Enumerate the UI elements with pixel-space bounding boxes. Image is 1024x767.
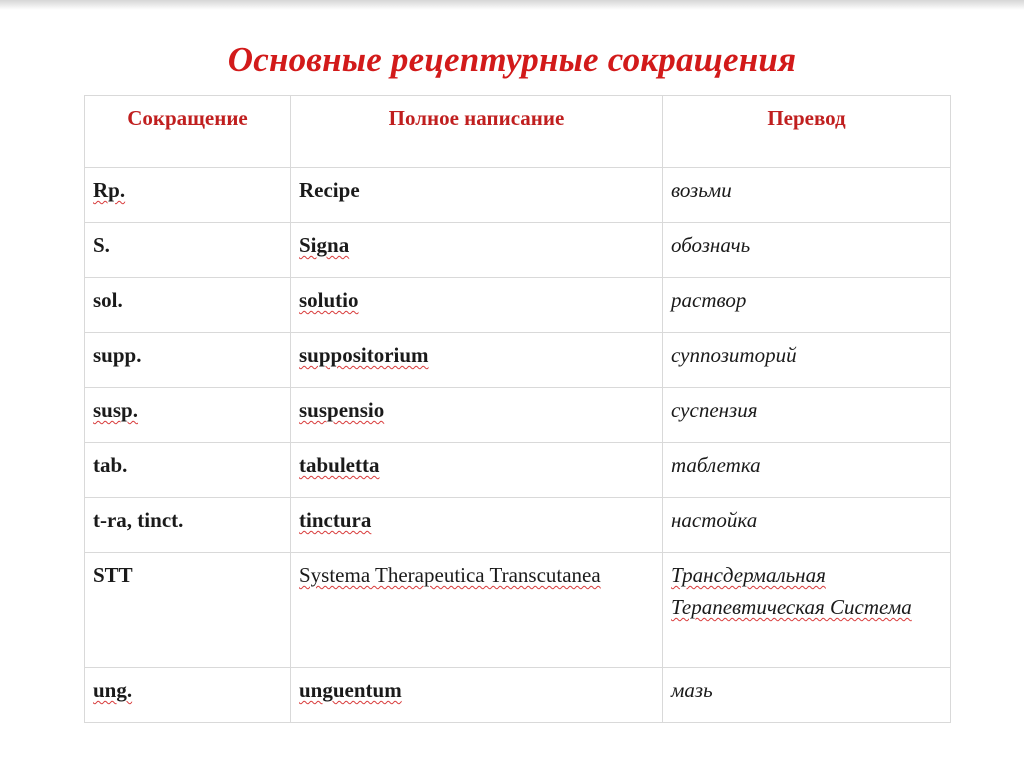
abbreviation-cell: supp. [85, 333, 291, 388]
translation-cell: настойка [663, 498, 951, 553]
table-header-row [85, 96, 951, 168]
abbreviation-cell: sol. [85, 278, 291, 333]
table-row [85, 278, 951, 333]
full-form-cell: suspensio [291, 388, 663, 443]
translation-cell: суспензия [663, 388, 951, 443]
abbreviation-cell: ung. [85, 668, 291, 723]
slide-title: Основные рецептурные сокращения [227, 40, 797, 79]
translation-cell: мазь [663, 668, 951, 723]
translation-cell: Трансдермальная Терапевтическая Система [663, 553, 951, 668]
table-row [85, 668, 951, 723]
abbreviation-cell: susp. [85, 388, 291, 443]
table-row [85, 388, 951, 443]
full-form-cell: tabuletta [291, 443, 663, 498]
translation-cell: возьми [663, 168, 951, 223]
full-form-cell: Recipe [291, 168, 663, 223]
full-form-cell: suppositorium [291, 333, 663, 388]
header-translation: Перевод [663, 96, 951, 168]
translation-cell: раствор [663, 278, 951, 333]
table-row [85, 553, 951, 668]
abbreviation-cell: STT [85, 553, 291, 668]
translation-cell: суппозиторий [663, 333, 951, 388]
top-shadow [0, 0, 1024, 10]
header-abbreviation: Сокращение [85, 96, 291, 168]
full-form-cell: tinctura [291, 498, 663, 553]
full-form-cell: unguentum [291, 668, 663, 723]
full-form-cell: Signa [291, 223, 663, 278]
full-form-cell: Systema Therapeutica Transcutanea [291, 553, 663, 668]
abbreviation-cell: tab. [85, 443, 291, 498]
translation-cell: обозначь [663, 223, 951, 278]
table-row [85, 223, 951, 278]
full-form-cell: solutio [291, 278, 663, 333]
header-full-form: Полное написание [291, 96, 663, 168]
abbreviation-cell: Rp. [85, 168, 291, 223]
table-row [85, 333, 951, 388]
table-row [85, 168, 951, 223]
table-row [85, 443, 951, 498]
table-row [85, 498, 951, 553]
translation-cell: таблетка [663, 443, 951, 498]
abbreviation-cell: S. [85, 223, 291, 278]
abbreviations-table [84, 95, 951, 723]
abbreviation-cell: t-ra, tinct. [85, 498, 291, 553]
